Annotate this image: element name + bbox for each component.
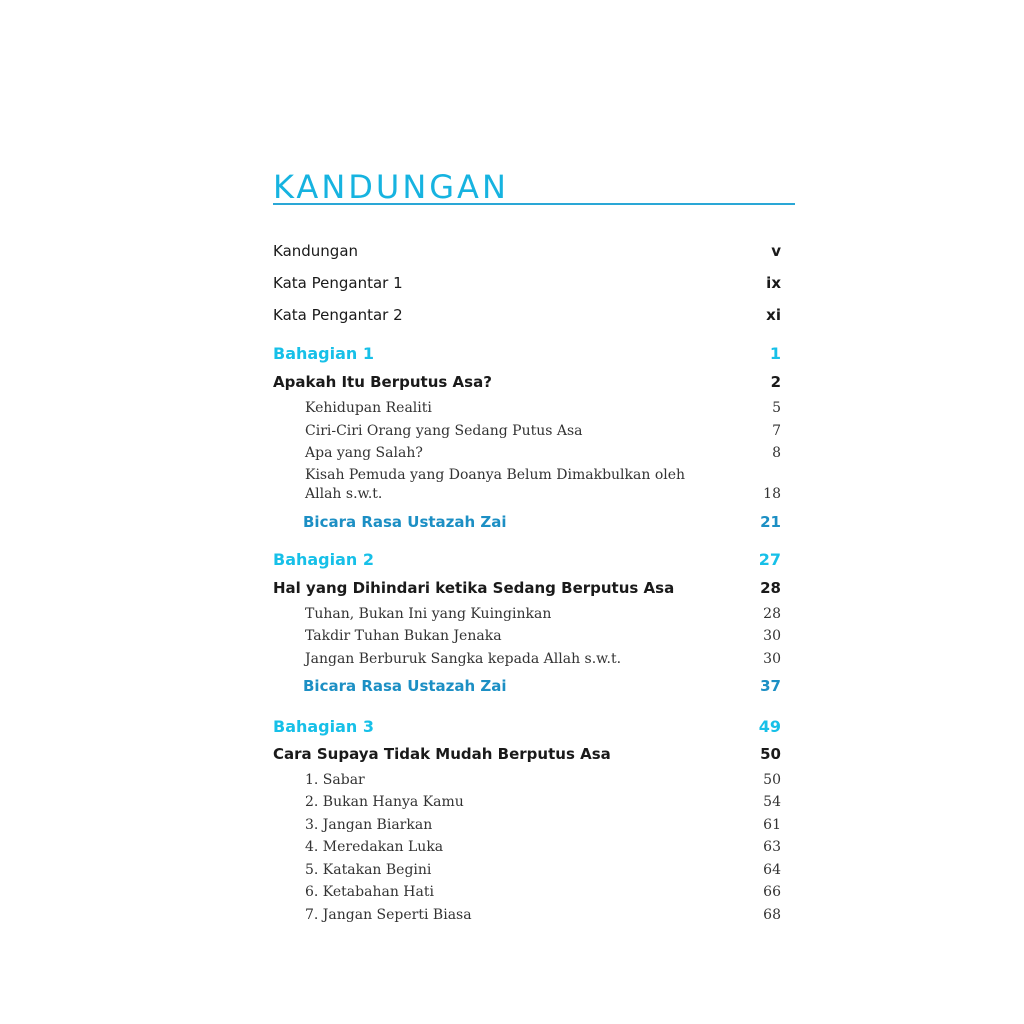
part-label: Bahagian 1 [273, 344, 375, 363]
entry-label: Jangan Berburuk Sangka kepada Allah s.w.t. [305, 651, 622, 667]
toc-row-entry[interactable] [273, 906, 781, 925]
toc-row-chapter[interactable] [273, 372, 781, 392]
toc-page-number: 68 [763, 907, 781, 923]
toc-page-number: 30 [763, 628, 781, 644]
toc-row-part[interactable] [273, 550, 781, 570]
entry-label: Kisah Pemuda yang Doanya Belum Dimakbulkan oleh Allah s.w.t. [305, 467, 686, 502]
toc-row-entry[interactable] [273, 883, 781, 902]
bicara-label: Bicara Rasa Ustazah Zai [303, 513, 507, 531]
toc-row-entry[interactable] [273, 650, 781, 669]
toc-page-number: 49 [758, 717, 781, 736]
toc-row-entry[interactable] [273, 466, 781, 504]
toc-row-entry[interactable] [273, 422, 781, 441]
toc-row-chapter[interactable] [273, 744, 781, 764]
entry-label: Takdir Tuhan Bukan Jenaka [305, 628, 502, 644]
toc-row-entry[interactable] [273, 627, 781, 646]
entry-label: 2. Bukan Hanya Kamu [305, 794, 464, 810]
toc-row-entry[interactable] [273, 838, 781, 857]
toc-page-number: 28 [763, 606, 781, 622]
toc-row-front[interactable] [273, 241, 781, 261]
toc-page-number: 63 [763, 839, 781, 855]
entry-label: 7. Jangan Seperti Biasa [305, 907, 472, 923]
toc-page-number: 30 [763, 651, 781, 667]
entry-label: 6. Ketabahan Hati [305, 884, 434, 900]
toc-row-entry[interactable] [273, 399, 781, 418]
toc-row-front[interactable] [273, 305, 781, 325]
toc-label: Kandungan [273, 242, 359, 260]
toc-page-number: 54 [763, 794, 781, 810]
entry-label: 3. Jangan Biarkan [305, 817, 433, 833]
toc-page-number: 2 [770, 373, 781, 391]
toc-page-number: 5 [772, 400, 781, 416]
toc-row-chapter[interactable] [273, 578, 781, 598]
toc-row-entry[interactable] [273, 816, 781, 835]
toc-row-part[interactable] [273, 717, 781, 737]
chapter-label: Apakah Itu Berputus Asa? [273, 373, 492, 391]
toc-row-entry[interactable] [273, 444, 781, 463]
toc-page-number: 8 [772, 445, 781, 461]
part-label: Bahagian 3 [273, 717, 375, 736]
toc-row-part[interactable] [273, 344, 781, 364]
toc-row-entry[interactable] [273, 861, 781, 880]
toc-row-entry[interactable] [273, 605, 781, 624]
toc-page-number: 27 [758, 550, 781, 569]
toc-row-entry[interactable] [273, 771, 781, 790]
part-label: Bahagian 2 [273, 550, 375, 569]
toc-page-number: 37 [760, 677, 781, 695]
toc-page-number: 7 [772, 423, 781, 439]
toc-page-number: 1 [769, 344, 781, 363]
toc-page-number: 50 [763, 772, 781, 788]
title-underline [273, 203, 795, 205]
toc-page-number: 18 [763, 486, 781, 502]
toc-page-number: 64 [763, 862, 781, 878]
entry-label: 1. Sabar [305, 772, 365, 788]
toc-row-bicara[interactable] [273, 512, 781, 532]
entry-label: 4. Meredakan Luka [305, 839, 444, 855]
bicara-label: Bicara Rasa Ustazah Zai [303, 677, 507, 695]
toc-row-front[interactable] [273, 273, 781, 293]
entry-label: 5. Katakan Begini [305, 862, 432, 878]
chapter-label: Cara Supaya Tidak Mudah Berputus Asa [273, 745, 611, 763]
toc-page-number: ix [766, 274, 781, 292]
toc-page-number: 61 [763, 817, 781, 833]
entry-label: Ciri-Ciri Orang yang Sedang Putus Asa [305, 423, 583, 439]
toc-label: Kata Pengantar 2 [273, 306, 403, 324]
toc-row-bicara[interactable] [273, 676, 781, 696]
entry-label: Tuhan, Bukan Ini yang Kuinginkan [305, 606, 552, 622]
entry-label: Kehidupan Realiti [305, 400, 432, 416]
toc-page-number: v [771, 242, 781, 260]
chapter-label: Hal yang Dihindari ketika Sedang Berputus Asa [273, 579, 675, 597]
toc-page-number: 21 [760, 513, 781, 531]
contents-page [273, 168, 795, 948]
toc-page-number: 50 [760, 745, 781, 763]
entry-label: Apa yang Salah? [305, 445, 423, 461]
toc-label: Kata Pengantar 1 [273, 274, 403, 292]
page-title: KANDUNGAN [273, 168, 509, 206]
toc-row-entry[interactable] [273, 793, 781, 812]
toc-page-number: 66 [763, 884, 781, 900]
toc-page-number: xi [766, 306, 781, 324]
toc-page-number: 28 [760, 579, 781, 597]
